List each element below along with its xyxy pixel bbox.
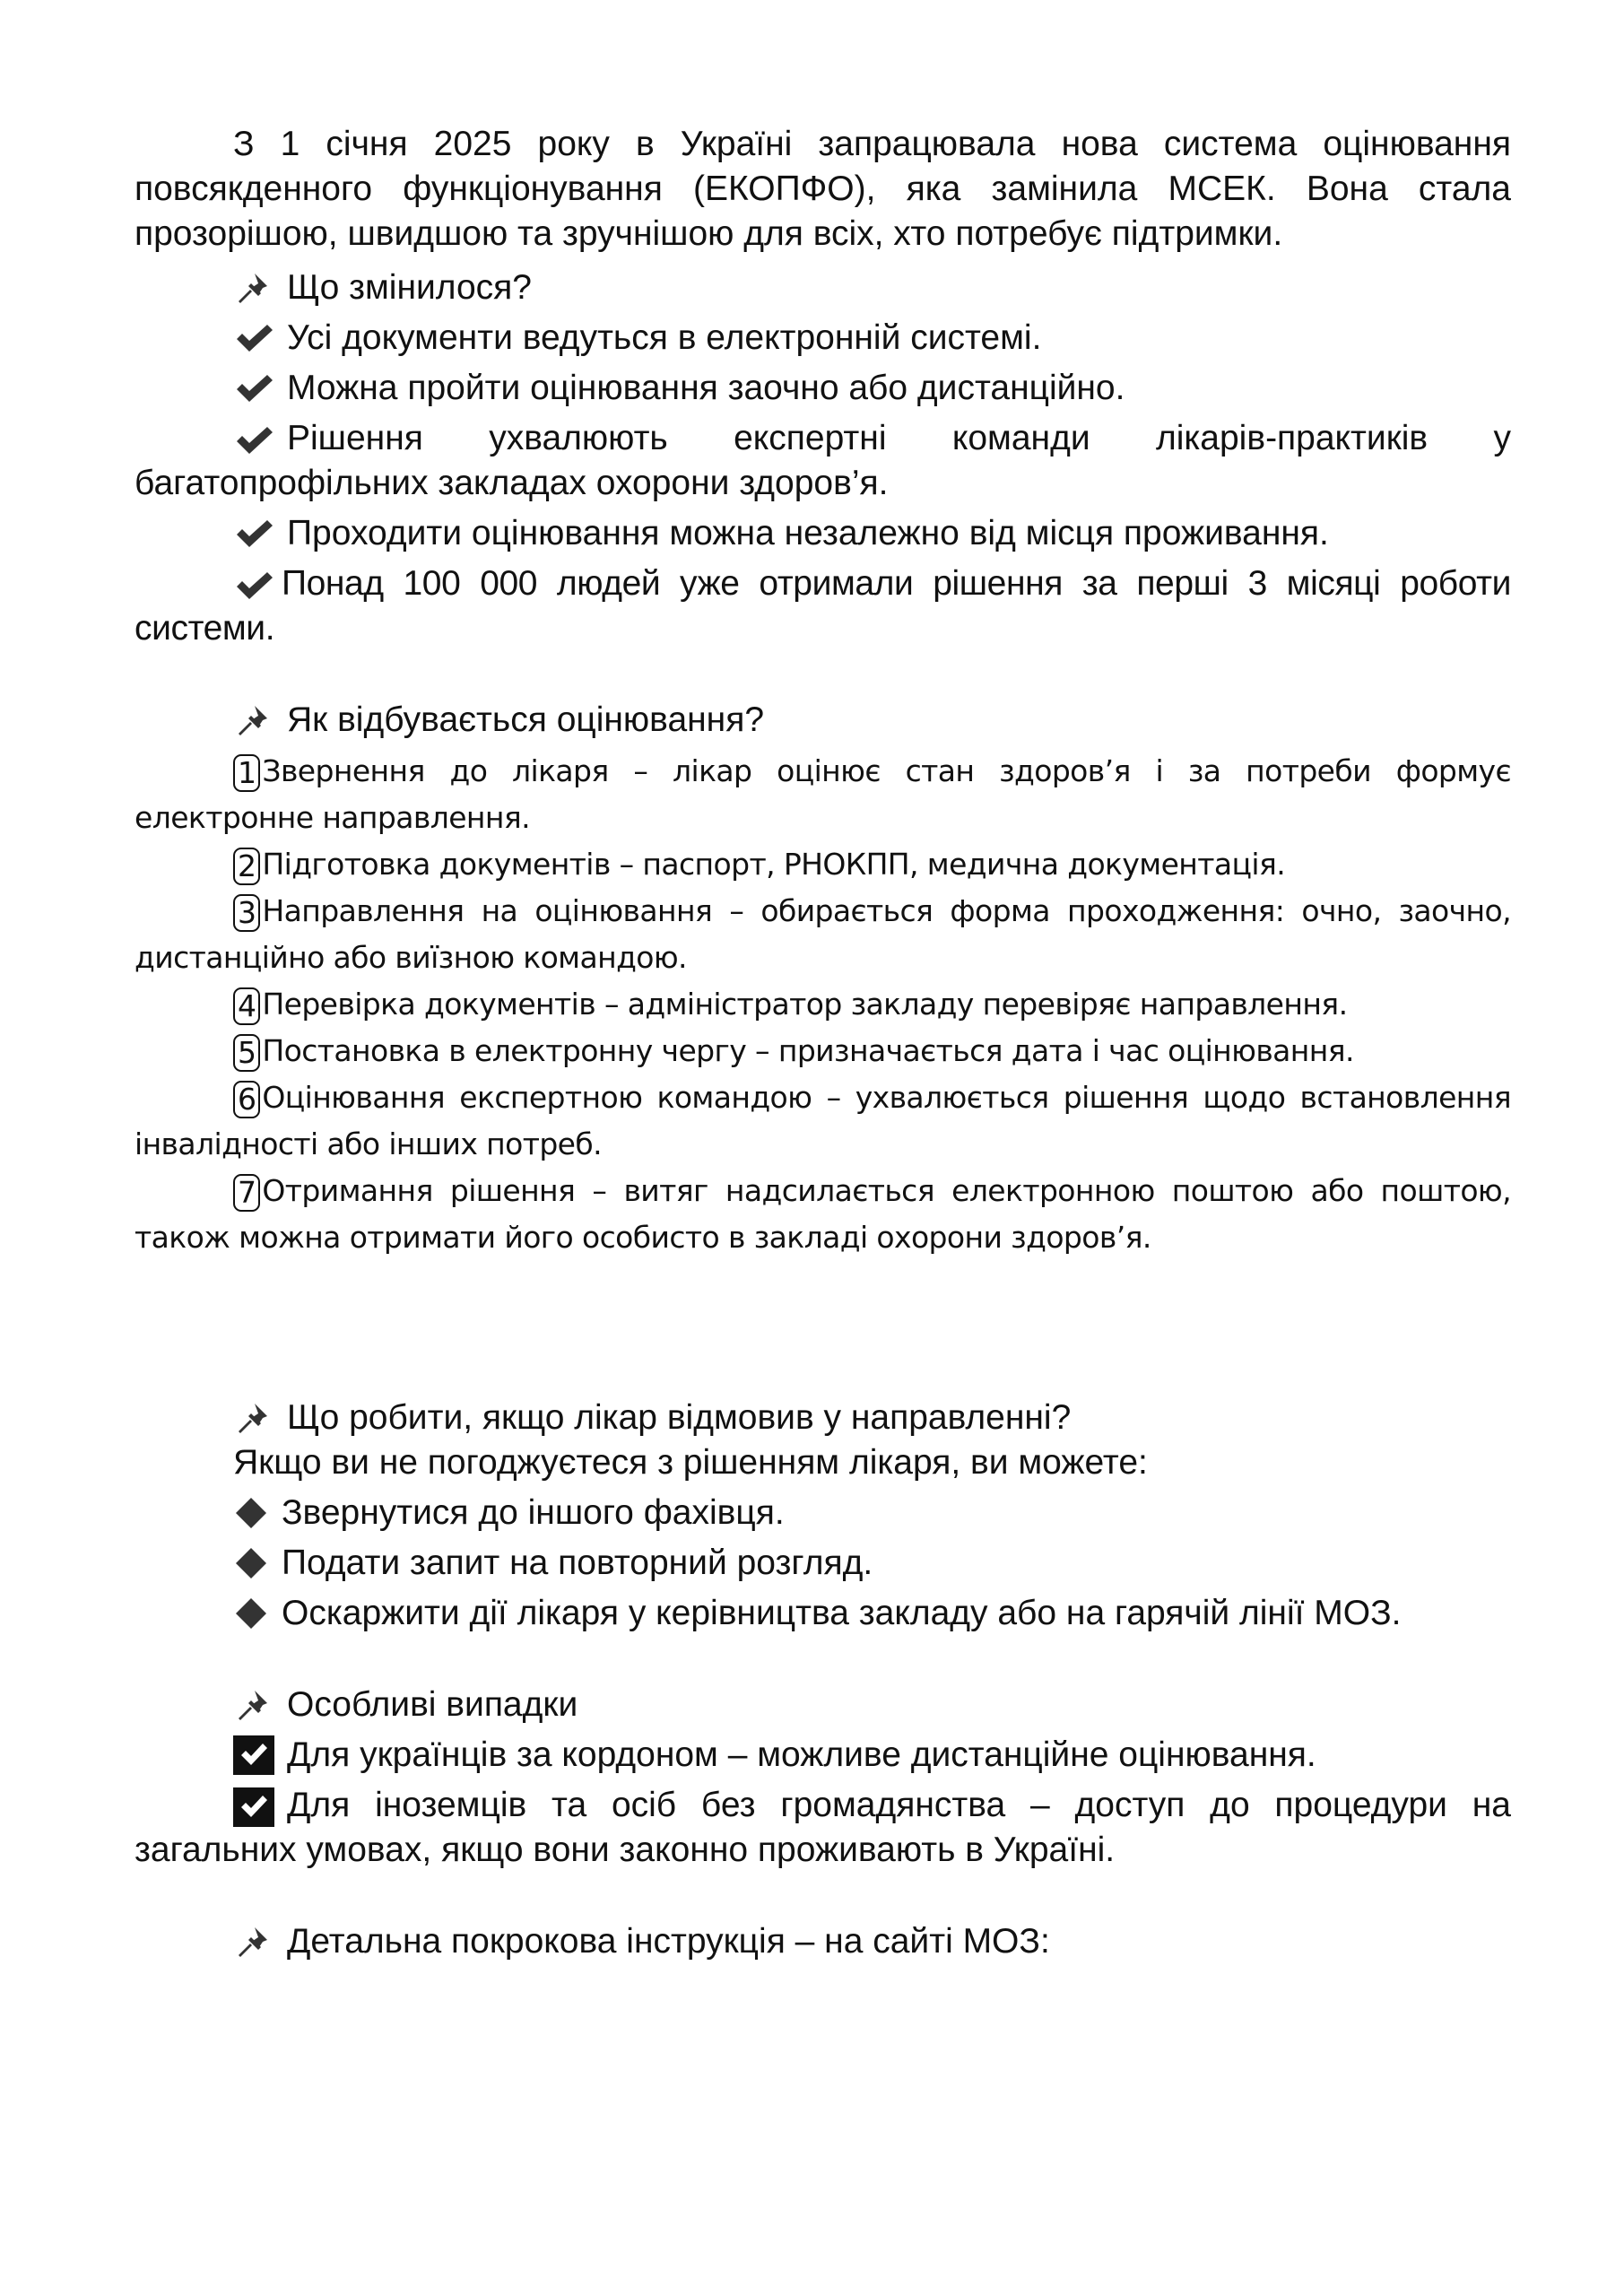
refusal-item [135,1591,1511,1636]
change-item [135,511,1511,556]
step-number: 7 [233,1174,260,1212]
change-item-text: Понад 100 000 людей уже отримали рішення за перші 3 місяці роботи системи. [135,564,1511,648]
changes-heading-text: Що змінилося? [287,268,532,307]
refusal-item-text: Оскаржити дії лікаря у керівництва закладу або на гарячій лінії МОЗ. [282,1594,1402,1632]
pin-icon [233,1400,274,1436]
black-diamond-icon [233,1497,269,1529]
black-diamond-icon [233,1597,269,1630]
changes-heading [135,265,1511,310]
change-item [135,561,1511,651]
change-item-text: Можна пройти оцінювання заочно або дистанційно. [287,369,1125,407]
special-item-text: Для іноземців та осіб без громадянства – доступ до процедури на загальних умовах, якщо вони законно проживають в Україні. [135,1786,1511,1869]
step-text: Звернення до лікаря – лікар оцінює стан здоров’я і за потреби формує електронне направлення. [135,753,1511,835]
step-number: 6 [233,1081,260,1118]
heavy-check-mark-icon [233,425,274,456]
change-item-text: Проходити оцінювання можна незалежно від місця проживання. [287,514,1329,552]
pin-icon [233,1924,274,1960]
refusal-item-text: Подати запит на повторний розгляд. [282,1544,873,1582]
change-item [135,366,1511,411]
pin-icon [233,702,274,738]
change-item [135,416,1511,506]
process-step [135,1028,1511,1074]
step-number: 1 [233,754,260,792]
refusal-heading-text: Що робити, якщо лікар відмовив у направленні? [287,1398,1072,1437]
step-text: Отримання рішення – витяг надсилається електронною поштою або поштою, також можна отримати його особисто в закладі охорони здоров’я. [135,1173,1511,1255]
process-step [135,981,1511,1028]
instruction-line [135,1919,1511,1964]
step-number: 5 [233,1034,260,1072]
refusal-item [135,1541,1511,1586]
step-text: Підготовка документів – паспорт, РНОКПП, медична документація. [262,847,1286,882]
heavy-check-mark-icon [233,323,274,353]
checkbox-checked-icon [233,1735,274,1775]
document-page [135,122,1511,1964]
step-text: Перевірка документів – адміністратор закладу перевіряє направлення. [262,987,1348,1022]
black-diamond-icon [233,1547,269,1579]
step-text: Постановка в електронну чергу – призначається дата і час оцінювання. [262,1033,1354,1068]
checkbox-checked-icon [233,1787,274,1827]
special-item-text: Для українців за кордоном – можливе дистанційне оцінювання. [287,1735,1316,1774]
step-number: 2 [233,848,260,885]
heavy-check-mark-icon [233,373,274,404]
heavy-check-mark-icon [233,518,274,549]
refusal-item [135,1491,1511,1535]
change-item-text: Усі документи ведуться в електронній системі. [287,318,1042,357]
process-step [135,841,1511,888]
process-heading [135,698,1511,743]
refusal-lead [135,1440,1511,1485]
process-step [135,1074,1511,1168]
process-step [135,1168,1511,1261]
heavy-check-mark-icon [233,570,274,601]
special-item [135,1783,1511,1873]
intro-paragraph: З 1 січня 2025 року в Україні запрацювала нова система оцінювання повсякденного функціонування (ЕКОПФО), яка замінила МСЕК. Вона стала прозорішою, швидшою та зручнішою для всіх, хто потребує підтримки. [135,125,1511,253]
step-text: Направлення на оцінювання – обирається форма проходження: очно, заочно, дистанційно або виїзною командою. [135,893,1511,975]
change-item-text: Рішення ухвалюють експертні команди лікарів-практиків у багатопрофільних закладах охорони здоров’я. [135,419,1511,502]
process-step [135,888,1511,981]
change-item [135,316,1511,361]
step-number: 4 [233,987,260,1025]
process-step [135,748,1511,841]
refusal-lead-text: Якщо ви не погоджуєтеся з рішенням лікаря, ви можете: [233,1443,1148,1482]
pin-icon [233,270,274,306]
step-text: Оцінювання експертною командою – ухвалюється рішення щодо встановлення інвалідності або інших потреб. [135,1080,1511,1161]
refusal-item-text: Звернутися до іншого фахівця. [282,1493,785,1532]
instruction-text: Детальна покрокова інструкція – на сайті МОЗ: [287,1922,1050,1961]
special-item [135,1733,1511,1778]
step-number: 3 [233,894,260,932]
process-heading-text: Як відбувається оцінювання? [287,700,765,739]
pin-icon [233,1687,274,1723]
special-heading-text: Особливі випадки [287,1685,578,1724]
refusal-heading [135,1396,1511,1440]
special-heading [135,1683,1511,1727]
